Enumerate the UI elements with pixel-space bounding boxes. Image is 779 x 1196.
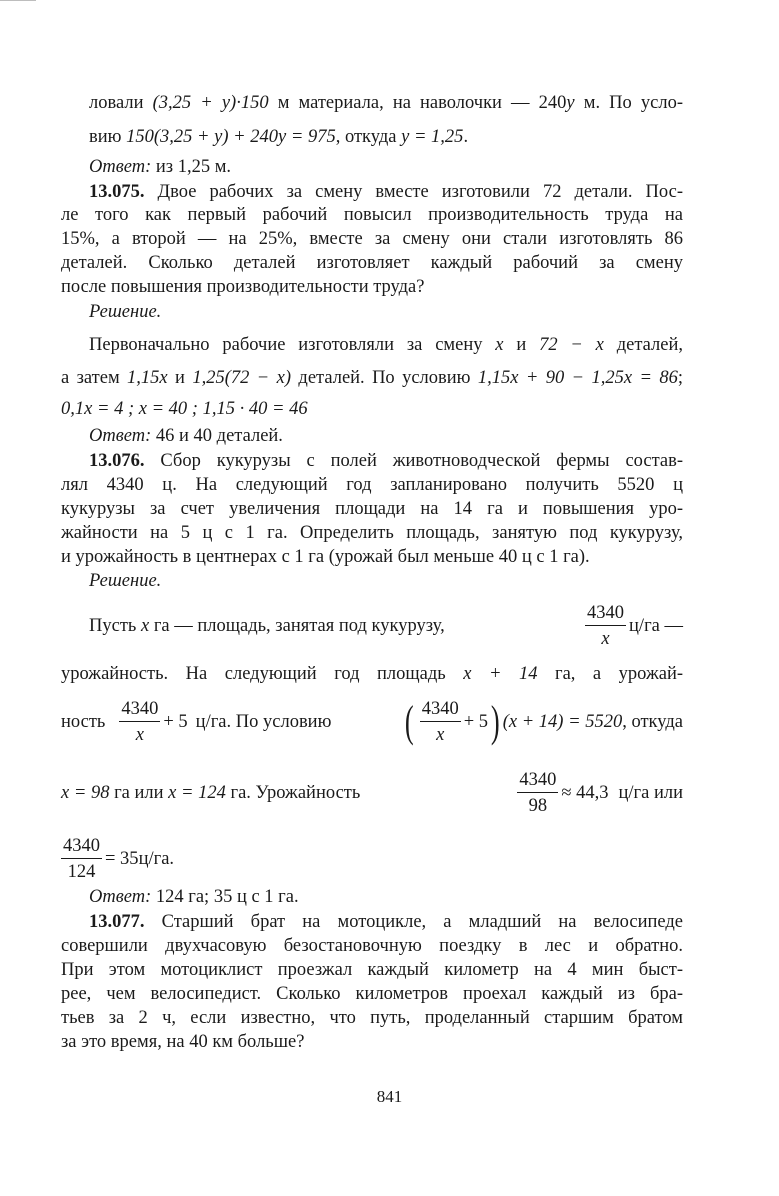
- problem-13077-line-1: 13.077. Старший брат на мотоцикле, а младший на велосипеде: [89, 912, 683, 932]
- fraction: $\frac{4340}{x}$: [587, 603, 625, 649]
- problem-13077-line-6: за это время, на 40 км больше?: [61, 1032, 305, 1052]
- solution-13075-line-1: Первоначально рабочие изготовляли за смену x и 72 − x деталей,: [89, 335, 684, 355]
- solution-13076-line-4: x = 98 га или x = 124 га. Урожайность $\frac{4340}{98}$ ≈ 44,3 ц/га или: [61, 770, 683, 816]
- fraction: $\frac{4340}{98}$: [519, 770, 557, 816]
- problem-13077-line-2: совершили двухчасовую безостановочную поездку в лес и обратно.: [61, 936, 683, 956]
- problem-13076-line-1: 13.076. Сбор кукурузы с полей животноводческой фермы состав-: [89, 451, 683, 471]
- solution-13076-line-5: $\frac{4340}{124}$ = 35 ц/га.: [63, 836, 175, 882]
- solution-13075-line-3: 0,1x = 4 ; x = 40 ; 1,15 · 40 = 46: [61, 399, 308, 419]
- solution-label: Решение.: [89, 571, 162, 591]
- solution-13076-line-2: урожайность. На следующий год площадь x + 14 га, а урожай-: [61, 664, 684, 684]
- scan-corner-mark: [0, 0, 36, 7]
- prev-solution-line-2: вию 150(3,25 + y) + 240y = 975, откуда y = 1,25.: [89, 127, 469, 147]
- prev-answer: Ответ: из 1,25 м.: [89, 157, 232, 177]
- fraction: $\frac{4340}{124}$: [63, 836, 100, 882]
- problem-13075-line-4: деталей. Сколько деталей изготовляет каждый рабочий за смену: [61, 253, 683, 273]
- solution-13076-line-1: Пусть x га — площадь, занятая под кукурузу, $\frac{4340}{x}$ ц/га —: [89, 603, 683, 649]
- fraction: $\frac{4340}{x}$: [421, 699, 459, 745]
- problem-number: 13.075.: [89, 182, 145, 202]
- fraction: $\frac{4340}{x}$: [121, 699, 159, 745]
- left-paren: (: [405, 697, 414, 746]
- answer-13076: Ответ: 124 га; 35 ц с 1 га.: [89, 887, 299, 907]
- problem-13075-line-5: после повышения производительности труда?: [61, 277, 425, 297]
- prev-solution-line-1: ловали (3,25 + y)·150 м материала, на наволочки — 240y м. По усло-: [89, 93, 683, 113]
- problem-13075-line-3: 15%, а второй — на 25%, вместе за смену они стали изготовлять 86: [61, 229, 683, 249]
- problem-number: 13.077.: [89, 912, 145, 932]
- problem-13077-line-4: рее, чем велосипедист. Сколько километров проехал каждый из бра-: [61, 984, 683, 1004]
- solution-13076-line-3: ность $\frac{4340}{x}$ + 5 ц/га. По условию ( $\frac{4340}{x}$ + 5 ) (x + 14) = 5520 , откуда: [61, 697, 683, 746]
- answer-13075: Ответ: 46 и 40 деталей.: [89, 426, 283, 446]
- problem-13076-line-3: кукурузы за счет увеличения площади на 14 га и повышения уро-: [61, 499, 683, 519]
- right-paren: ): [490, 697, 500, 746]
- problem-13077-line-5: тьев за 2 ч, если известно, что путь, проделанный старшим братом: [61, 1008, 683, 1028]
- problem-13077-line-3: При этом мотоциклист проезжал каждый километр на 4 мин быст-: [61, 960, 683, 980]
- problem-13076-line-2: лял 4340 ц. На следующий год запланировано получить 5520 ц: [61, 475, 683, 495]
- solution-13075-line-2: а затем 1,15x и 1,25(72 − x) деталей. По условию 1,15x + 90 − 1,25x = 86;: [61, 368, 683, 388]
- problem-13076-line-4: жайности на 5 ц с 1 га. Определить площадь, занятую под кукурузу,: [61, 523, 683, 543]
- problem-13075-line-1: 13.075. Двое рабочих за смену вместе изготовили 72 детали. Пос-: [89, 182, 683, 202]
- solution-label: Решение.: [89, 302, 162, 322]
- problem-number: 13.076.: [89, 451, 145, 471]
- problem-13076-line-5: и урожайность в центнерах с 1 га (урожай был меньше 40 ц с 1 га).: [61, 547, 590, 567]
- page-number: 841: [376, 1087, 403, 1106]
- problem-13075-line-2: ле того как первый рабочий повысил производительность труда на: [61, 205, 683, 225]
